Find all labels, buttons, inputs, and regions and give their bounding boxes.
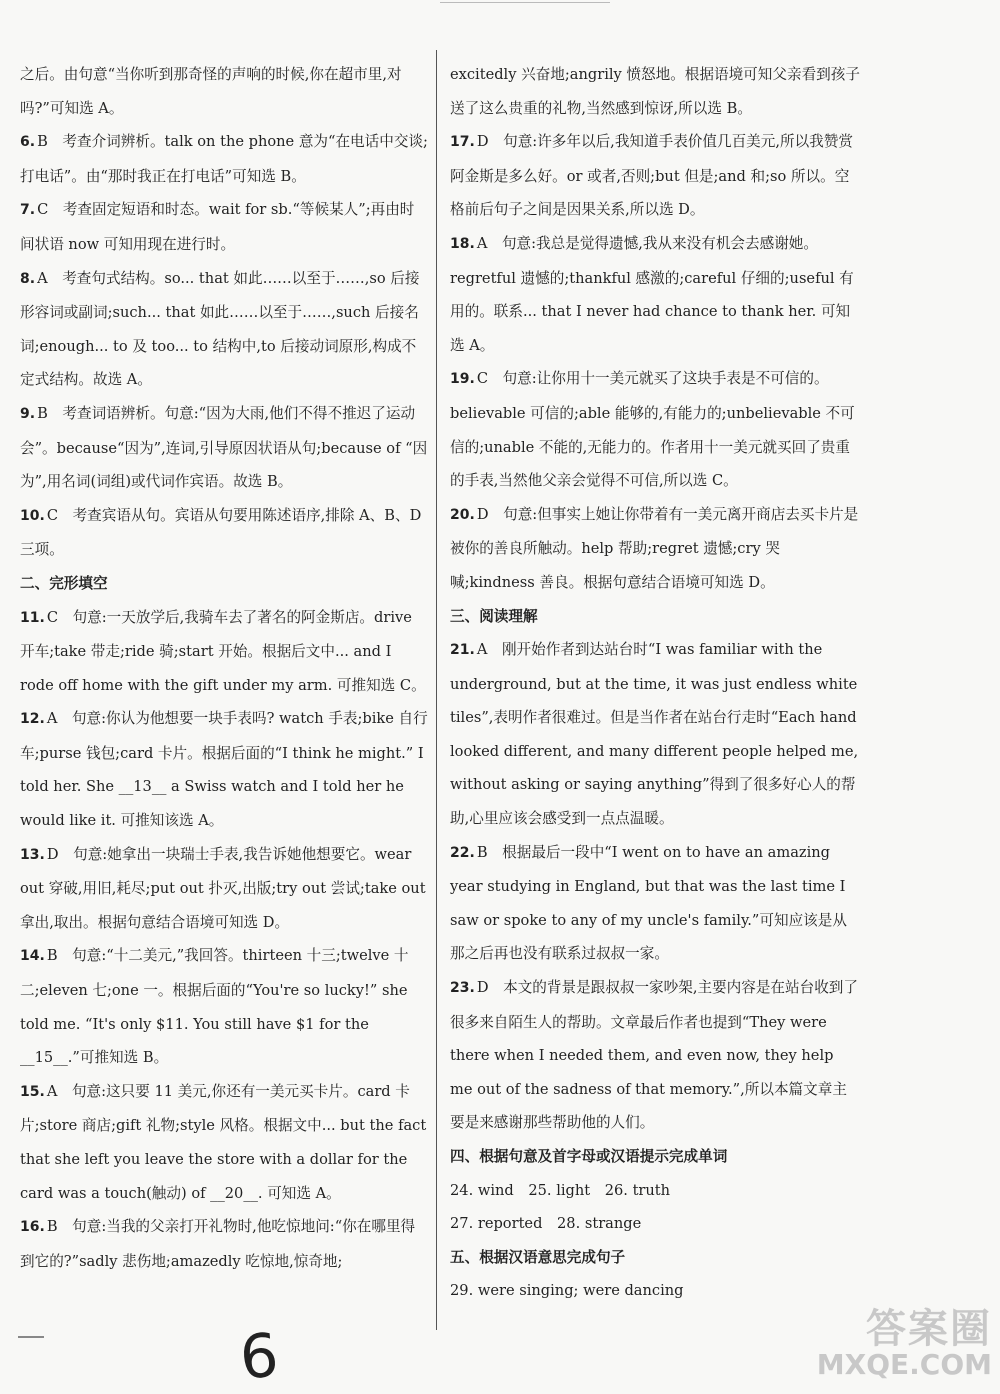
answer-text: 之后。由句意“当你听到那奇怪的声响的时候,你在超市里,对吗?”可知选 A。 [20, 66, 402, 117]
answer-item [450, 1207, 860, 1241]
answer-item [20, 397, 428, 499]
answer-text: C 句意:让你用十一美元就买了这块手表是不可信的。believable 可信的;able 能够的,有能力的;unbelievable 不可信的;unable 不能的,无能力的。作者用十一美元就买回了贵重的手表,当然他父亲会觉得不可信,所以选 C。 [450, 370, 855, 490]
top-rule [440, 2, 610, 3]
page-number: 6 [237, 1320, 282, 1394]
question-number: 9. [20, 405, 36, 422]
column-divider [436, 50, 437, 1330]
right-column [450, 58, 860, 1308]
answer-item [20, 1210, 428, 1278]
question-number: 12. [20, 711, 45, 728]
left-column [20, 58, 428, 1278]
answer-item [450, 1174, 860, 1208]
section-heading: 四、根据句意及首字母或汉语提示完成单词 [450, 1148, 728, 1165]
section-heading: 五、根据汉语意思完成句子 [450, 1248, 626, 1266]
answer-item [20, 125, 428, 193]
question-number: 18. [450, 235, 475, 252]
answer-text: 29. were singing; were dancing [450, 1282, 684, 1300]
answer-text: A 句意:我总是觉得遗憾,我从来没有机会去感谢她。regretful 遗憾的;thankful 感激的;careful 仔细的;useful 有用的。联系... that I never had chance to thank her. 可知选 A。 [450, 234, 854, 354]
question-number: 13. [20, 846, 45, 863]
answer-item [20, 1075, 428, 1210]
question-number: 23. [450, 980, 475, 997]
question-number: 6. [20, 134, 36, 151]
answer-text: A 刚开始作者到达站台时“I was familiar with the underground, but at the time, it was just endless white tiles”,表明作者很难过。但是当作者在站台行走时“Each hand looked different, and many different people helped me, without asking or saying anything”得到了很多好心人的帮助,心里应该会感受到一点点温暖。 [450, 641, 859, 828]
answer-item [20, 262, 428, 397]
answer-item [20, 499, 428, 567]
answer-item [20, 939, 428, 1074]
question-number: 22. [450, 844, 475, 861]
answer-item [20, 58, 428, 125]
answer-text: A 考查句式结构。so... that 如此……以至于……,so 后接形容词或副词;such... that 如此……以至于……,such 后接名词;enough... to 及 too... to 结构中,to 后接动词原形,构成不定式结构。故选 A。 [20, 269, 420, 389]
answer-item [450, 362, 860, 497]
question-number: 21. [450, 642, 475, 659]
watermark-logo: 答案圈 [866, 1306, 992, 1352]
question-number: 11. [20, 609, 45, 626]
section-heading: 二、完形填空 [20, 574, 108, 592]
question-number: 15. [20, 1083, 45, 1100]
answer-text: C 考查宾语从句。宾语从句要用陈述语序,排除 A、B、D 三项。 [20, 506, 422, 559]
question-number: 19. [450, 371, 475, 388]
answer-item [20, 193, 428, 261]
answer-text: D 句意:她拿出一块瑞士手表,我告诉她他想要它。wear out 穿破,用旧,耗尽;put out 扑灭,出版;try out 尝试;take out 拿出,取出。根据句意结合语境可知选 D。 [20, 845, 426, 931]
watermark [817, 1308, 992, 1380]
answer-item [450, 125, 860, 227]
corner-mark [18, 1336, 44, 1338]
answer-item [20, 601, 428, 703]
answer-item [450, 58, 860, 125]
answer-text: 24. wind 25. light 26. truth [450, 1181, 671, 1199]
question-number: 8. [20, 270, 36, 287]
answer-text: D 句意:许多年以后,我知道手表价值几百美元,所以我赞赏阿金斯是多么好。or 或者,否则;but 但是;and 和;so 所以。空格前后句子之间是因果关系,所以选 D。 [450, 133, 853, 219]
question-number: 10. [20, 507, 45, 524]
question-number: 16. [20, 1219, 45, 1236]
answer-text: excitedly 兴奋地;angrily 愤怒地。根据语境可知父亲看到孩子送了这么贵重的礼物,当然感到惊讶,所以选 B。 [450, 66, 860, 117]
answer-item [20, 702, 428, 837]
answer-text: C 考查固定短语和时态。wait for sb.“等候某人”;再由时间状语 now 可知用现在进行时。 [20, 201, 415, 253]
answer-text: B 根据最后一段中“I went on to have an amazing year studying in England, but that was the last time I saw or spoke to any of my uncle's family.”可知应该是从那之后再也没有联系过叔叔一家。 [450, 843, 847, 963]
answer-text: C 句意:一天放学后,我骑车去了著名的阿金斯店。drive 开车;take 带走;ride 骑;start 开始。根据后文中... and I rode off home with the gift under my arm. 可推知选 C。 [20, 608, 426, 694]
answer-item [450, 498, 860, 600]
answer-item [20, 838, 428, 940]
answer-text: B 考查介词辨析。talk on the phone 意为“在电话中交谈;打电话”。由“那时我正在打电话”可知选 B。 [20, 133, 428, 185]
answer-text: D 本文的背景是跟叔叔一家吵架,主要内容是在站台收到了很多来自陌生人的帮助。文章最后作者也提到“They were there when I needed them, and even now, they help me out of the sadness of that memory.”,所以本篇文章主要是来感谢那些帮助他的人们。 [450, 979, 858, 1132]
answer-text: B 考查词语辨析。句意:“因为大雨,他们不得不推迟了运动会”。because“因为”,连词,引导原因状语从句;because of “因为”,用名词(词组)或代词作宾语。故选 B。 [20, 404, 428, 491]
question-number: 14. [20, 948, 45, 965]
answer-text: A 句意:这只要 11 美元,你还有一美元买卡片。card 卡片;store 商店;gift 礼物;style 风格。根据文中... but the fact that she left you leave the store with a dollar for the card was a touch(触动) of __20__. 可知选 A。 [20, 1082, 427, 1202]
answer-item [450, 633, 860, 836]
answer-text: B 句意:当我的父亲打开礼物时,他吃惊地问:“你在哪里得到它的?”sadly 悲伤地;amazedly 吃惊地,惊奇地; [20, 1218, 416, 1270]
answer-item [450, 1274, 860, 1308]
question-number: 7. [20, 202, 36, 219]
answer-text: D 句意:但事实上她让你带着有一美元离开商店去买卡片是被你的善良所触动。help 帮助;regret 遗憾;cry 哭喊;kindness 善良。根据句意结合语境可知选 D。 [450, 505, 859, 591]
watermark-site: MXQE.COM [816, 1348, 992, 1381]
question-number: 17. [450, 134, 475, 151]
question-number: 20. [450, 506, 475, 523]
answer-item [450, 836, 860, 971]
answer-item [450, 971, 860, 1140]
answer-text: A 句意:你认为他想要一块手表吗? watch 手表;bike 自行车;purse 钱包;card 卡片。根据后面的“I think he might.” I told her. She __13__ a Swiss watch and I told her he would like it. 可推知该选 A。 [20, 710, 428, 830]
answer-text: B 句意:“十二美元,”我回答。thirteen 十三;twelve 十二;eleven 七;one 一。根据后面的“You're so lucky!” she told me. “It's only $11. You still have $1 for the __15__.”可推知选 B。 [20, 947, 409, 1067]
answer-item [450, 227, 860, 362]
section-heading: 三、阅读理解 [450, 607, 538, 625]
answer-text: 27. reported 28. strange [450, 1215, 642, 1233]
